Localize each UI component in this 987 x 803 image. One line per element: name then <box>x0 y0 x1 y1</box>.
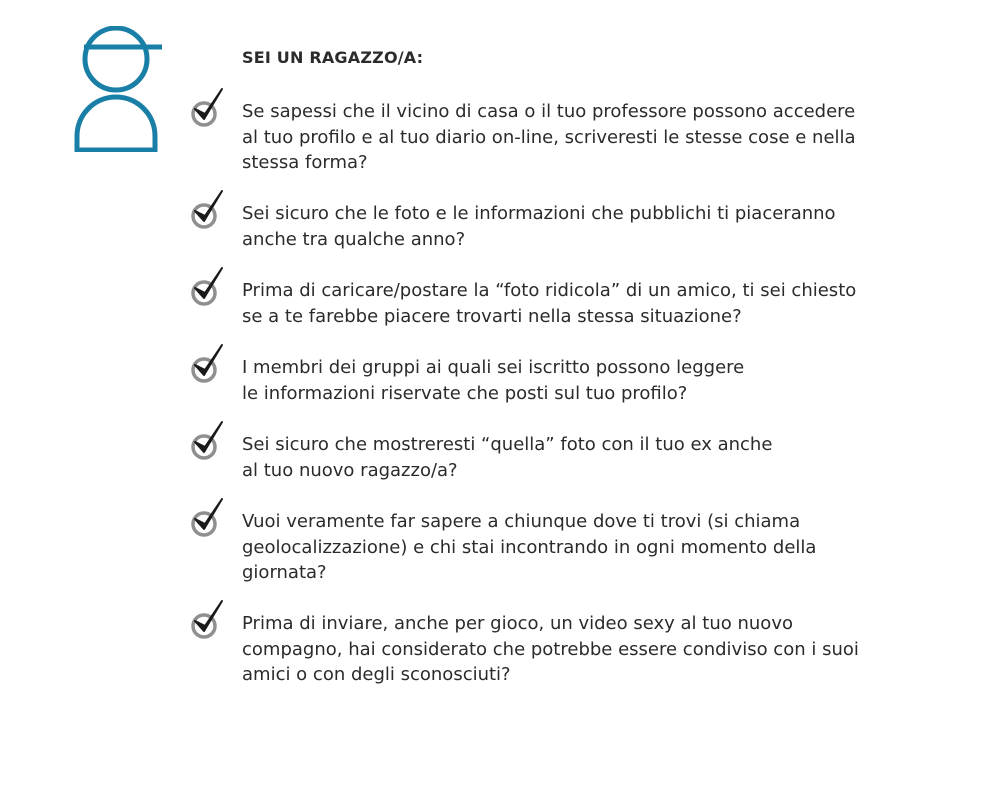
item-text: I membri dei gruppi ai quali sei iscritto possono leggere le informazioni riservate che posti sul tuo profilo? <box>242 357 745 404</box>
checkmark-circle-icon <box>188 420 228 464</box>
item-text: Se sapessi che il vicino di casa o il tuo professore possono accedere al tuo profilo e al tuo diario on-line, scriveresti le stesse cose e nella stessa forma? <box>242 101 856 173</box>
checkmark-circle-icon <box>188 266 228 310</box>
item-text: Sei sicuro che mostreresti “quella” foto con il tuo ex anche al tuo nuovo ragazzo/a? <box>242 434 773 481</box>
checkmark-circle-icon <box>188 599 228 643</box>
item-text: Sei sicuro che le foto e le informazioni che pubblichi ti piaceranno anche tra qualche anno? <box>242 203 836 250</box>
checkmark-circle-icon <box>188 87 228 131</box>
checkmark-circle-icon <box>188 343 228 387</box>
item-text: Vuoi veramente far sapere a chiunque dove ti trovi (si chiama geolocalizzazione) e chi stai incontrando in ogni momento della giornata? <box>242 511 817 583</box>
item-text: Prima di caricare/postare la “foto ridicola” di un amico, ti sei chiesto se a te farebbe piacere trovarti nella stessa situazione? <box>242 280 857 327</box>
person-cap-icon <box>74 26 164 152</box>
checkmark-circle-icon <box>188 189 228 233</box>
item-text: Prima di inviare, anche per gioco, un video sexy al tuo nuovo compagno, hai considerato che potrebbe essere condiviso con i suoi amici o con degli sconosciuti? <box>242 613 859 685</box>
checkmark-circle-icon <box>188 497 228 541</box>
section-heading: SEI UN RAGAZZO/A: <box>242 48 424 67</box>
